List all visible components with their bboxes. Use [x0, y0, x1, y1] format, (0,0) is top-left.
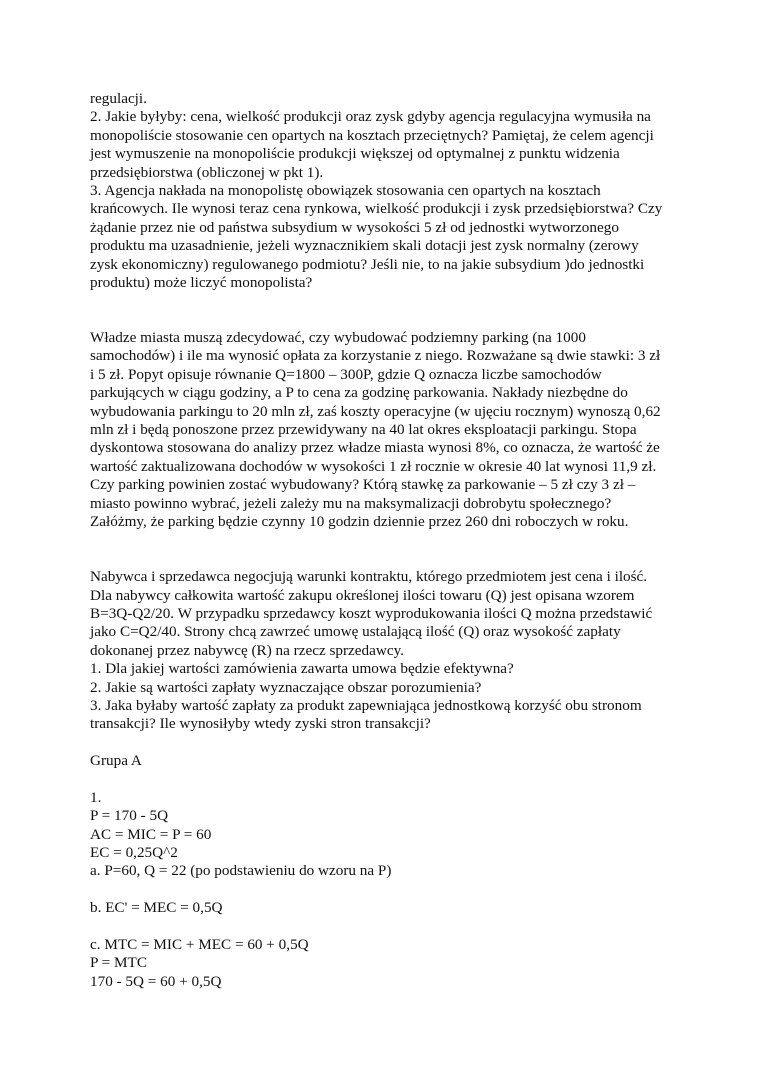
text-line: zysk ekonomiczny) regulowanego podmiotu? Jeśli nie, to na jakie subsydium )do jednostki — [90, 255, 645, 273]
text-line: miasto powinno wybrać, jeżeli zależy mu na maksymalizacji dobrobytu społecznego? — [90, 494, 612, 512]
solution-line: 170 - 5Q = 60 + 0,5Q — [90, 972, 222, 990]
solution-line: P = MTC — [90, 954, 147, 972]
blank-line — [90, 881, 680, 899]
text-line: jako C=Q2/40. Strony chcą zawrzeć umowę ustalającą ilość (Q) oraz wysokość zapłaty — [90, 623, 621, 641]
solution-line: AC = MIC = P = 60 — [90, 825, 212, 843]
text-line: 3. Jaka byłaby wartość zapłaty za produkt zapewniająca jednostkową korzyść obu stronom — [90, 696, 642, 714]
solution-line: 1. — [90, 788, 102, 806]
text-line: monopoliście stosowanie cen opartych na kosztach przeciętnych? Pamiętaj, że celem agencji — [90, 126, 654, 144]
text-line: 3. Agencja nakłada na monopolistę obowiązek stosowania cen opartych na kosztach — [90, 181, 601, 199]
text-line: regulacji. — [90, 90, 147, 107]
solution-line: a. P=60, Q = 22 (po podstawieniu do wzoru na P) — [90, 862, 392, 880]
text-line: żądanie przez nie od państwa subsydium w wysokości 5 zł od jednostki wytworzonego — [90, 218, 619, 236]
text-line: wartość zaktualizowana dochodów w wysokości 1 zł rocznie w okresie 40 lat wynosi 11,9 zł. — [90, 457, 657, 475]
blank-line — [90, 311, 680, 329]
text-line: B=3Q-Q2/20. W przypadku sprzedawcy koszt wyprodukowania ilości Q można przedstawić — [90, 604, 653, 622]
solution-line: EC = 0,25Q^2 — [90, 844, 178, 862]
text-line: mln zł i będą ponoszone przez przewidywany na 40 lat okres eksploatacji parkingu. Stopa — [90, 421, 637, 439]
text-line: transakcji? Ile wynosiłyby wtedy zyski stron transakcji? — [90, 715, 431, 733]
text-line: Dla nabywcy całkowita wartość zakupu określonej ilości towaru (Q) jest opisana wzorem — [90, 586, 635, 604]
text-line: i 5 zł. Popyt opisuje równanie Q=1800 – 300P, gdzie Q oznacza liczbe samochodów — [90, 365, 602, 383]
text-line: przedsiębiorstwa (obliczonej w pkt 1). — [90, 163, 324, 181]
text-line: produktu) może liczyć monopolista? — [90, 273, 313, 291]
text-line: Nabywca i sprzedawca negocjują warunki kontraktu, którego przedmiotem jest cena i ilość. — [90, 568, 648, 586]
blank-line — [90, 734, 680, 752]
solution-line: P = 170 - 5Q — [90, 807, 169, 825]
text-line: wybudowania parkingu to 20 mln zł, zaś koszty operacyjne (w ujęciu rocznym) wynoszą 0,62 — [90, 402, 661, 420]
blank-line — [90, 550, 680, 568]
text-line: jest wymuszenie na monopoliście produkcji większej od optymalnej z punktu widzenia — [90, 145, 620, 163]
blank-line — [90, 918, 680, 936]
text-line: 2. Jakie byłyby: cena, wielkość produkcji oraz zysk gdyby agencja regulacyjna wymusiła na — [90, 108, 651, 126]
text-line: Władze miasta muszą zdecydować, czy wybudować podziemny parking (na 1000 — [90, 329, 586, 347]
text-line: krańcowych. Ile wynosi teraz cena rynkowa, wielkość produkcji i zysk przedsiębiorstwa? Czy — [90, 200, 663, 218]
text-line: Załóżmy, że parking będzie czynny 10 godzin dziennie przez 260 dni roboczych w roku. — [90, 512, 629, 530]
solution-line: c. MTC = MIC + MEC = 60 + 0,5Q — [90, 935, 309, 953]
text-line: dokonanej przez nabywcę (R) na rzecz sprzedawcy. — [90, 641, 404, 659]
text-line: dyskontowa stosowana do analizy przez władze miasta wynosi 8%, co oznacza, że wartość że — [90, 439, 660, 457]
solution-line: b. EC' = MEC = 0,5Q — [90, 899, 223, 917]
blank-line — [90, 292, 680, 310]
document-text — [90, 90, 680, 991]
text-line: parkujących w ciągu godziny, a P to cena za godzinę parkowania. Nakłady niezbędne do — [90, 384, 628, 402]
text-line: 1. Dla jakiej wartości zamówienia zawarta umowa będzie efektywna? — [90, 660, 514, 678]
text-line: Czy parking powinien zostać wybudowany? Którą stawkę za parkowanie – 5 zł czy 3 zł – — [90, 476, 636, 494]
group-heading: Grupa A — [90, 752, 142, 770]
text-line: samochodów) i ile ma wynosić opłata za korzystanie z niego. Rozważane są dwie stawki: 3 zł — [90, 347, 661, 365]
blank-line — [90, 531, 680, 549]
blank-line — [90, 770, 680, 788]
text-line: produktu ma uzasadnienie, jeżeli wyznacznikiem skali dotacji jest zysk normalny (zerowy — [90, 237, 639, 255]
text-line: 2. Jakie są wartości zapłaty wyznaczające obszar porozumienia? — [90, 678, 482, 696]
